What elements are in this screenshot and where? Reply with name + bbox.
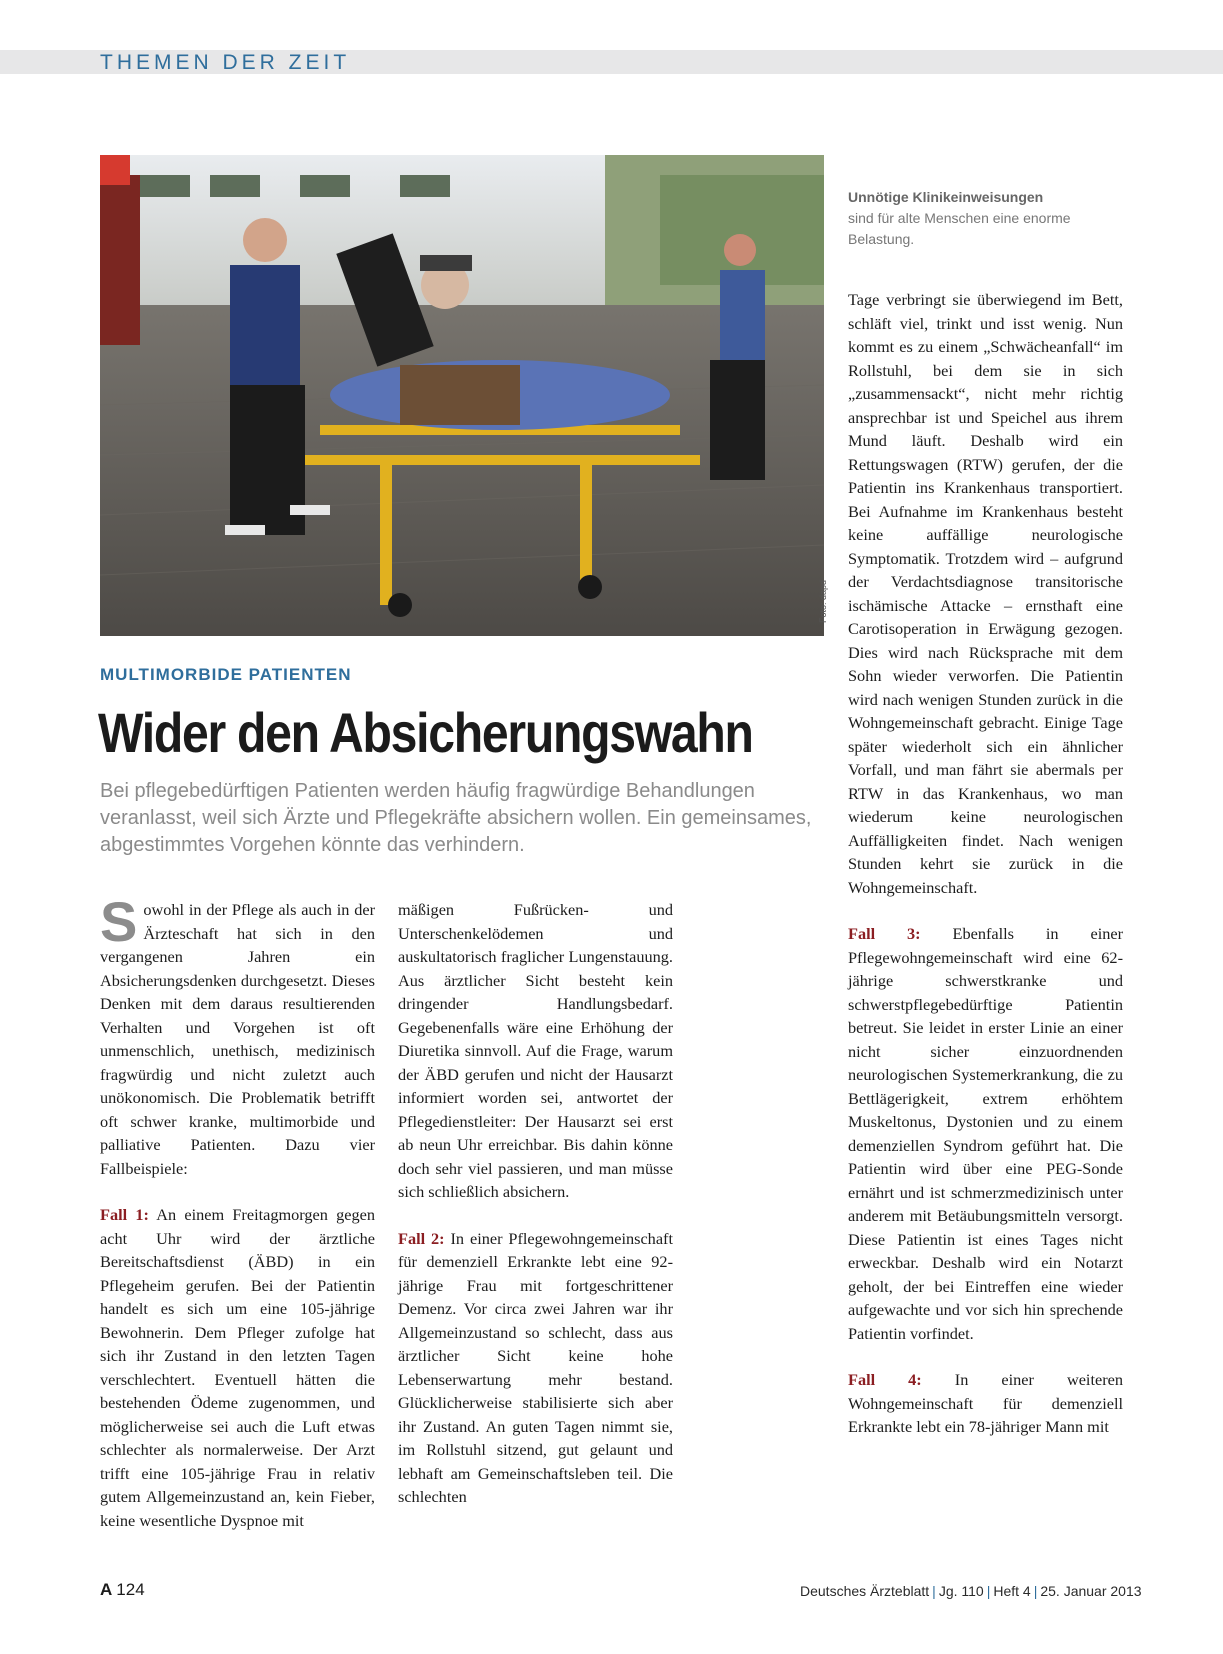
article-column-3 bbox=[848, 288, 1123, 1462]
drop-cap: S bbox=[100, 890, 138, 953]
case-2-label: Fall 2: bbox=[398, 1228, 445, 1248]
article-column-1 bbox=[100, 890, 376, 1555]
case-4-text: In einer weiteren Wohngemeinschaft für demenziell Erkrankte lebt ein 78-jähriger Mann mit bbox=[848, 1370, 1123, 1436]
case-3-label: Fall 3: bbox=[848, 924, 921, 943]
caption-title: Unnötige Klinikeinweisungen bbox=[848, 189, 1044, 205]
case-1-paragraph bbox=[100, 1203, 375, 1532]
photo-caption bbox=[848, 187, 1118, 250]
intro-text: owohl in der Pflege als auch in der Ärzteschaft hat sich in den vergangenen Jahren ein Absicherungsdenken durchgesetzt. Dieses Denken mit dem daraus resultierenden Verhalten und Vorgehen ist oft unmenschlich, unethisch, medizinisch fragwürdig und nicht zuletzt auch unökonomisch. Die Problematik betrifft oft schwer kranke, multimorbide und palliative Patienten. Dazu vier Fallbeispiele: bbox=[100, 900, 375, 1178]
case-2-text: In einer Pflegewohngemeinschaft für demenziell Erkrankte lebt eine 92-jährige Frau mit fortgeschrittener Demenz. Vor circa zwei Jahren war ihr Allgemeinzustand so schlecht, dass aus ärztlicher Sicht keine hohe Lebenserwartung mehr bestand. Glücklicherweise stabilisierte sich aber ihr Zustand. An guten Tagen nimmt sie, im Rollstuhl sitzend, gut gelaunt und lebhaft am Gemeinschaftsleben teil. Die schlechten bbox=[398, 1228, 673, 1506]
case-2-continued: Tage verbringt sie überwiegend im Bett, schläft viel, trinkt und isst wenig. Nun kommt es zu einem „Schwächeanfall“ im Rollstuhl, bei dem sie in sich „zusammensackt“, nicht mehr richtig ansprechbar ist und Speichel aus ihrem Mund läuft. Deshalb wird ein Rettungswagen (RTW) gerufen, der die Patientin ins Krankenhaus transportiert. Bei Aufnahme im Krankenhaus besteht keine auffällige neurologische Symptomatik. Trotzdem wird – aufgrund der Verdachtsdiagnose transitorische ischämische Attacke – ernsthaft eine Carotisoperation in Erwägung gezogen. Dies wird nach Rücksprache mit dem Sohn wieder verworfen. Die Patientin wird nach wenigen Stunden zurück in die Wohngemeinschaft gebracht. Einige Tage später wiederholt sich ein ähnlicher Vorfall, und man fährt sie abermals per RTW in das Krankenhaus, wo man wiederum keine neurologischen Auffälligkeiten findet. Nach wenigen Stunden kehrt sie zurück in die Wohngemeinschaft. bbox=[848, 290, 1123, 897]
case-2-paragraph bbox=[398, 1227, 673, 1509]
case-1-continued: mäßigen Fußrücken- und Unterschenkelödemen und auskultatorisch fraglicher Lungenstauung. Aus ärztlicher Sicht besteht kein dringender Handlungsbedarf. Gegebenenfalls wäre eine Erhöhung der Diuretika sinnvoll. Auf die Frage, warum der ÄBD gerufen und nicht der Hausarzt informiert worden sei, antwortet der Pflegedienstleiter: Der Hausarzt sei erst ab neun Uhr erreichbar. Bis dahin könne doch sehr viel passieren, und man müsse sich schließlich absichern. bbox=[398, 900, 673, 1201]
journal-name: Deutsches Ärzteblatt bbox=[800, 1583, 930, 1599]
case-3-paragraph bbox=[848, 922, 1123, 1345]
intro-paragraph bbox=[100, 890, 375, 1180]
case-1-text: An einem Freitagmorgen gegen acht Uhr wird der ärztliche Bereitschaftsdienst (ÄBD) in ein Pflegeheim gerufen. Bei der Patientin handelt es sich um eine 105-jährige Bewohnerin. Dem Pfleger zufolge hat sich ihr Zustand in den letzten Tagen verschlechtert. Eventuell hätten die bestehenden Ödeme zugenommen, und möglicherweise sei auch die Luft etwas schlechter als normalerweise. Der Arzt trifft eine 105-jährige Frau in relativ gutem Allgemeinzustand an, kein Fieber, keine wesentliche Dyspnoe mit bbox=[100, 1205, 376, 1530]
journal-issue: Heft 4 bbox=[993, 1583, 1031, 1599]
article-kicker: MULTIMORBIDE PATIENTEN bbox=[100, 665, 352, 684]
caption-text: sind für alte Menschen eine enorme Belastung. bbox=[848, 210, 1071, 247]
case-1-label: Fall 1: bbox=[100, 1205, 149, 1224]
issue-date: 25. Januar 2013 bbox=[1040, 1583, 1142, 1599]
separator: | bbox=[1033, 1583, 1038, 1599]
page-number bbox=[100, 1580, 145, 1600]
section-header-bar bbox=[0, 50, 1223, 74]
journal-volume: Jg. 110 bbox=[938, 1583, 984, 1599]
separator: | bbox=[932, 1583, 936, 1599]
page-letter: A bbox=[100, 1580, 113, 1599]
case-4-label: Fall 4: bbox=[848, 1370, 922, 1389]
case-3-text: Ebenfalls in einer Pflegewohngemeinschaft wird eine 62-jährige schwerstkranke und schwerstpflegebedürftige Patientin betreut. Sie leidet in erster Linie an einer nicht sicher einzuordnenden neurologischen Systemerkrankung, die zu Bettlägerigkeit, extrem erhöhtem Muskeltonus, Dystonien und zu einem demenziellen Syndrom geführt hat. Die Patientin wird über eine PEG-Sonde ernährt und ist schmerzmedizinisch unter anderem mit Betäubungsmitteln versorgt. Diese Patientin ist eines Tages nicht erweckbar. Deshalb wird ein Notarzt geholt, der bei Eintreffen eine wieder aufgewachte und vor sich hin sprechende Patientin vorfindet. bbox=[848, 924, 1124, 1343]
paramedics-stretcher-illustration bbox=[100, 155, 824, 636]
section-title: THEMEN DER ZEIT bbox=[100, 51, 351, 74]
photo-credit: Foto: dapd bbox=[818, 579, 828, 623]
page-number-value: 124 bbox=[116, 1580, 145, 1599]
article-photo bbox=[100, 155, 824, 636]
case-4-paragraph bbox=[848, 1368, 1123, 1439]
separator: | bbox=[986, 1583, 991, 1599]
article-lead: Bei pflegebedürftigen Patienten werden häufig fragwürdige Behandlungen veranlasst, weil sich Ärzte und Pflegekräfte absichern wollen. Ein gemeinsames, abgestimmtes Vorgehen könnte das verhindern. bbox=[100, 780, 812, 856]
article-column-2 bbox=[398, 898, 673, 1532]
article-headline: Wider den Absicherungswahn bbox=[98, 701, 753, 764]
publication-info bbox=[800, 1583, 1142, 1599]
